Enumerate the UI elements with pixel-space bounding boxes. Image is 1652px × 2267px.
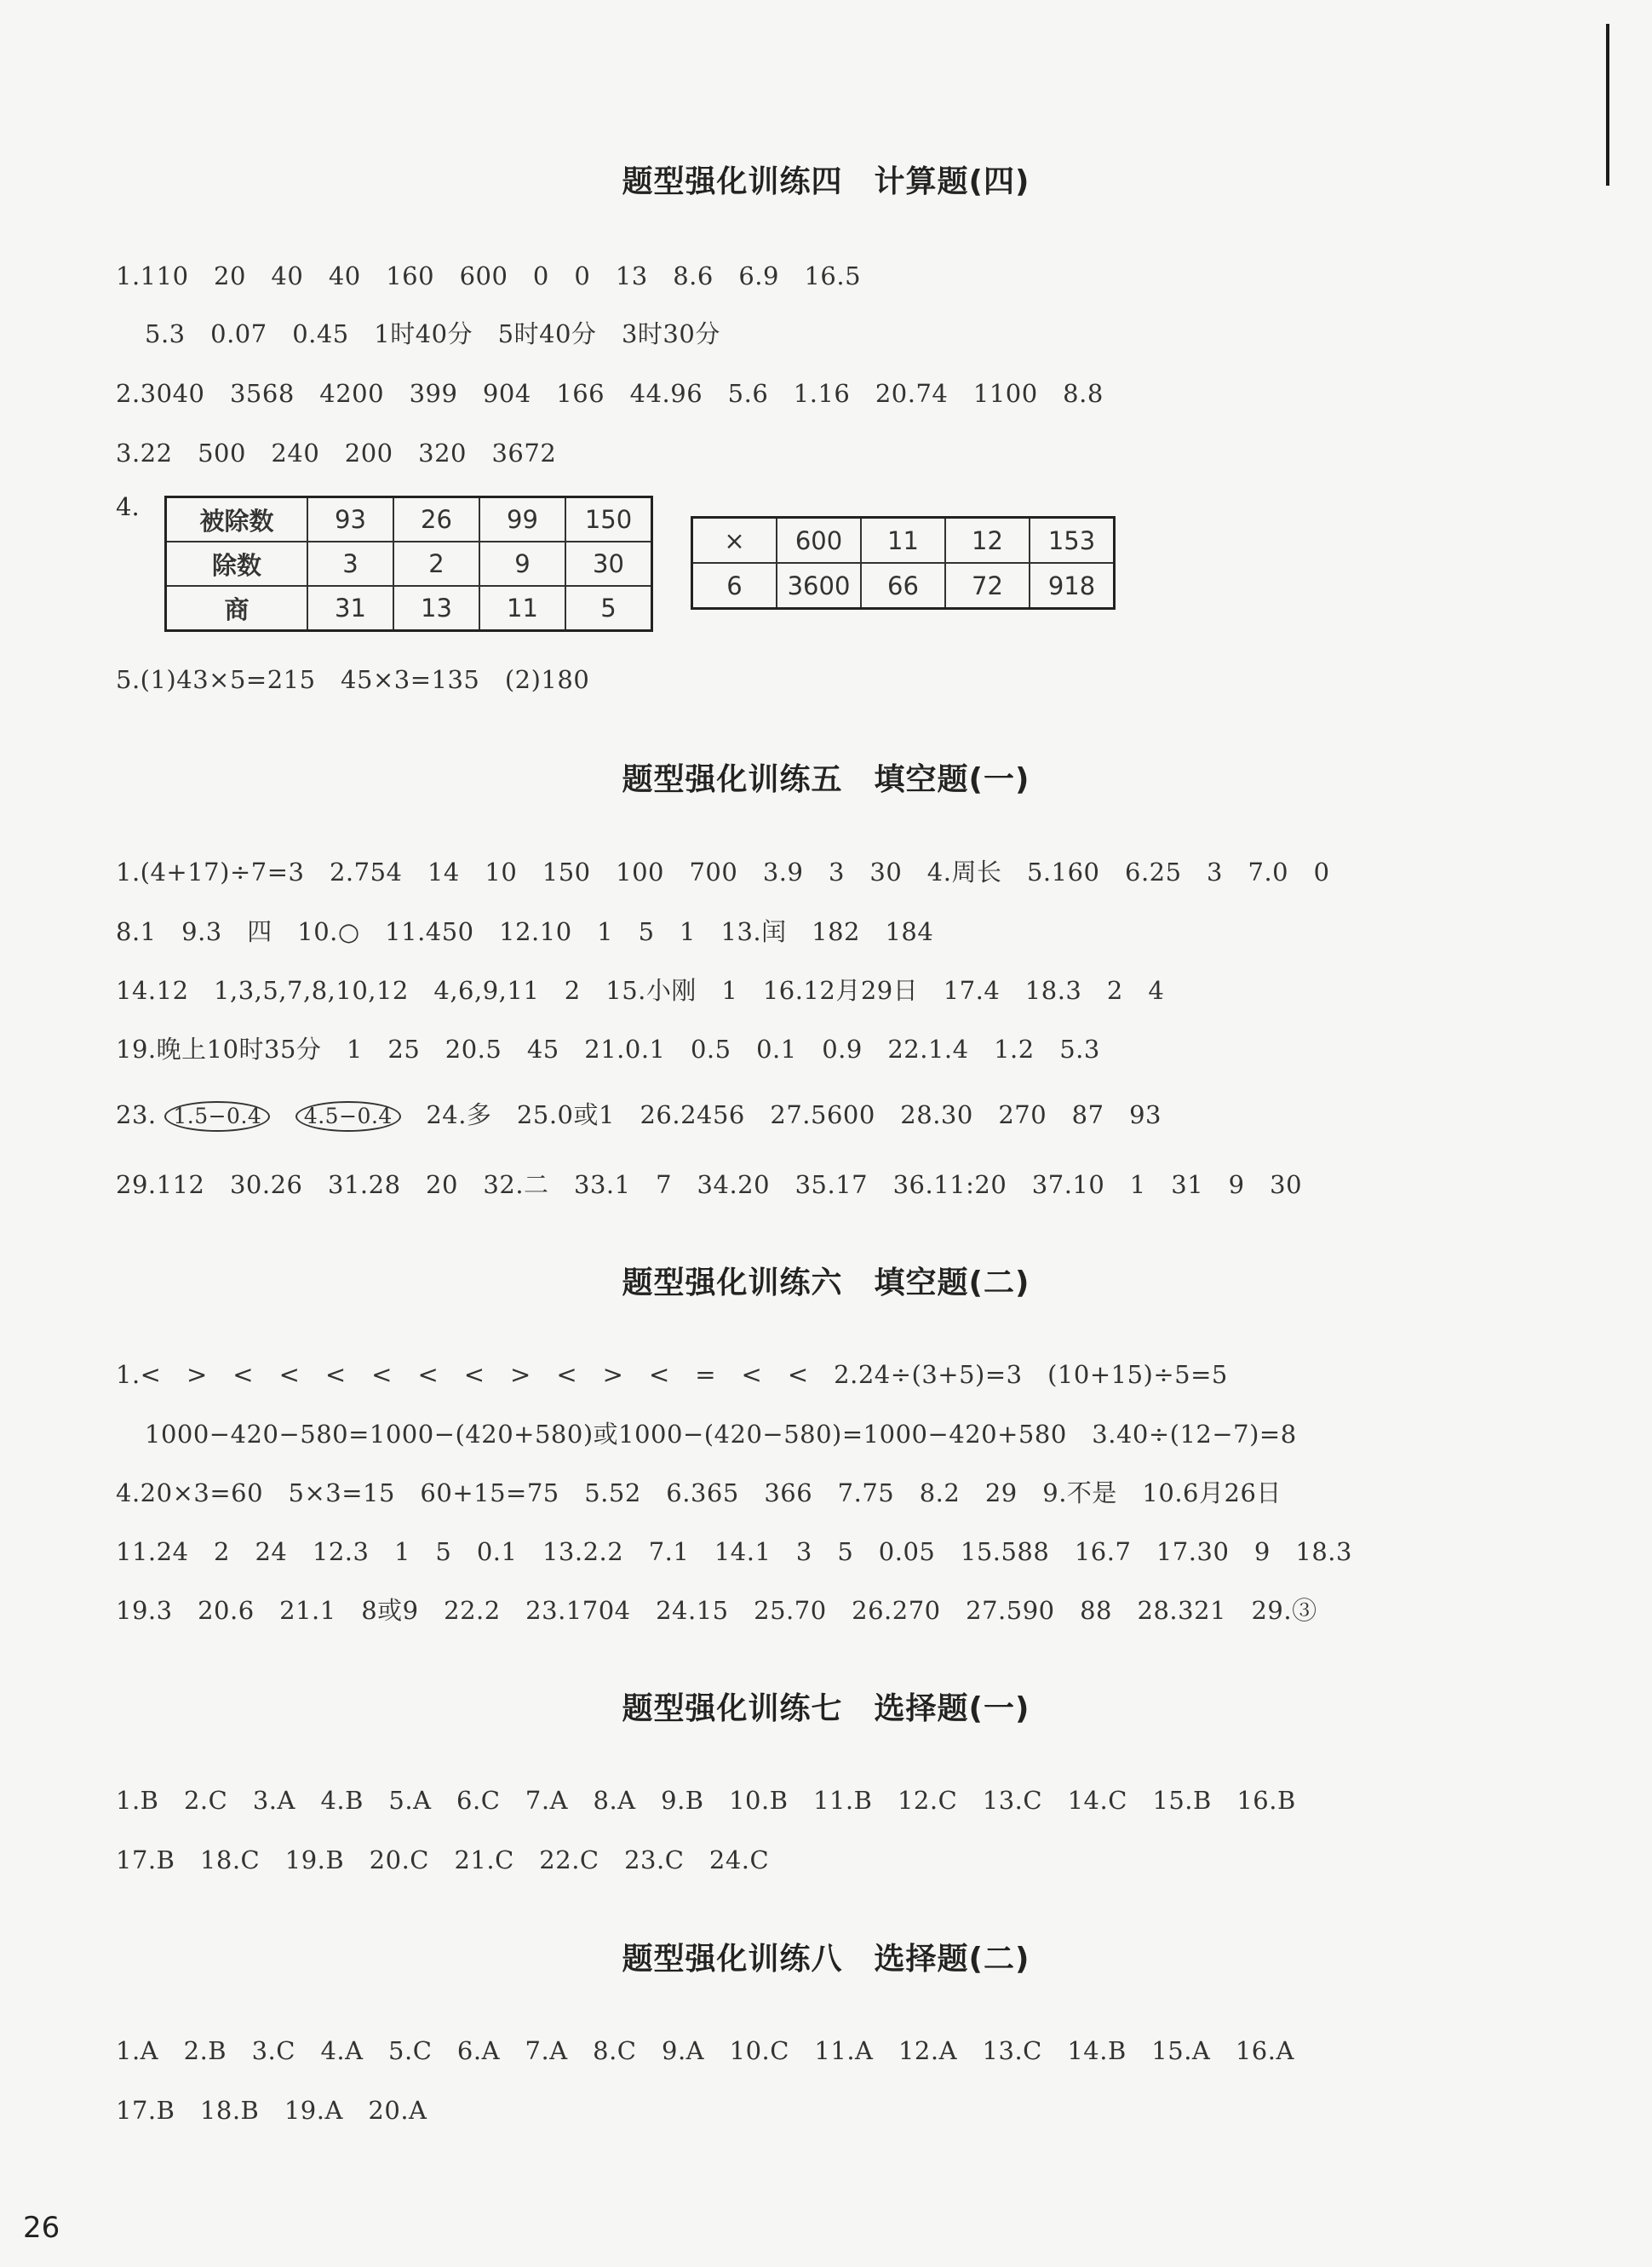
table-cell: 11 [861,518,945,564]
table-row [692,563,1115,609]
question-number: 23. [116,1100,157,1129]
table-cell: 12 [945,518,1030,564]
answer-line [116,1096,1162,1132]
answer-line: 1.< > < < < < < < > < > < = < < 2.24÷(3+5)=3 (10+15)÷5=5 [116,1360,1228,1389]
table-header-cell: 被除数 [166,497,308,542]
section-title-7: 题型强化训练七 选择题(一) [622,1691,1030,1726]
answer-line: 1000−420−580=1000−(420+580)或1000−(420−580)=1000−420+580 3.40÷(12−7)=8 [145,1420,1297,1449]
table-cell: 3 [307,542,393,586]
question-number: 4. [116,492,140,521]
section-title-5: 题型强化训练五 填空题(一) [622,762,1030,797]
section-title-6: 题型强化训练六 填空题(二) [622,1266,1030,1300]
table-cell: 93 [307,497,393,542]
table-header-cell: 除数 [166,542,308,586]
answer-line: 17.B 18.B 19.A 20.A [116,2096,427,2125]
table-cell: 26 [393,497,479,542]
table-cell: 150 [565,497,652,542]
table-cell: 918 [1030,563,1115,609]
answer-line: 1.A 2.B 3.C 4.A 5.C 6.A 7.A 8.C 9.A 10.C 11.A 12.A 13.C 14.B 15.A 16.A [116,2036,1294,2065]
table-cell: 2 [393,542,479,586]
table-header-cell: 6 [692,563,777,609]
answer-line: 1.(4+17)÷7=3 2.754 14 10 150 100 700 3.9 3 30 4.周长 5.160 6.25 3 7.0 0 [116,858,1330,887]
answer-line: 19.3 20.6 21.1 8或9 22.2 23.1704 24.15 25.70 26.270 27.590 88 28.321 29.③ [116,1596,1317,1625]
answer-line: 17.B 18.C 19.B 20.C 21.C 22.C 23.C 24.C [116,1845,770,1874]
answer-line: 5.3 0.07 0.45 1时40分 5时40分 3时30分 [145,319,720,348]
circled-answer: 1.5−0.4 [164,1101,270,1132]
table-cell: 5 [565,586,652,631]
table-cell: 31 [307,586,393,631]
answer-line: 3.22 500 240 200 320 3672 [116,439,557,468]
table-cell: 9 [479,542,565,586]
answer-line: 1.110 20 40 40 160 600 0 0 13 8.6 6.9 16.5 [116,261,862,290]
answer-line: 5.(1)43×5=215 45×3=135 (2)180 [116,665,590,694]
table-cell: 66 [861,563,945,609]
table-cell: 13 [393,586,479,631]
answer-line: 29.112 30.26 31.28 20 32.二 33.1 7 34.20 35.17 36.11:20 37.10 1 31 9 30 [116,1170,1303,1199]
multiplication-table [691,516,1116,610]
page-number: 26 [23,2211,60,2245]
answer-line: 2.3040 3568 4200 399 904 166 44.96 5.6 1.16 20.74 1100 8.8 [116,379,1104,408]
section-title-4: 题型强化训练四 计算题(四) [622,164,1030,199]
table-cell: 11 [479,586,565,631]
table-cell: 3600 [777,563,861,609]
table-cell: 600 [777,518,861,564]
answer-text: 24.多 25.0或1 26.2456 27.5600 28.30 270 87 93 [426,1100,1162,1129]
answer-line: 19.晚上10时35分 1 25 20.5 45 21.0.1 0.5 0.1 0.9 22.1.4 1.2 5.3 [116,1035,1100,1064]
table-cell: 30 [565,542,652,586]
table-row [166,542,652,586]
answer-line: 4.20×3=60 5×3=15 60+15=75 5.52 6.365 366 7.75 8.2 29 9.不是 10.6月26日 [116,1478,1282,1507]
table-header-cell: × [692,518,777,564]
table-row [692,518,1115,564]
section-title-8: 题型强化训练八 选择题(二) [622,1942,1030,1977]
answer-line: 8.1 9.3 四 10.○ 11.450 12.10 1 5 1 13.闰 182 184 [116,917,934,946]
table-header-cell: 商 [166,586,308,631]
table-row [166,586,652,631]
table-row [166,497,652,542]
answer-line: 1.B 2.C 3.A 4.B 5.A 6.C 7.A 8.A 9.B 10.B 11.B 12.C 13.C 14.C 15.B 16.B [116,1786,1296,1815]
answer-line: 11.24 2 24 12.3 1 5 0.1 13.2.2 7.1 14.1 3 5 0.05 15.588 16.7 17.30 9 18.3 [116,1537,1352,1566]
table-cell: 153 [1030,518,1115,564]
table-cell: 99 [479,497,565,542]
division-table [164,496,653,632]
answer-line: 14.12 1,3,5,7,8,10,12 4,6,9,11 2 15.小刚 1 16.12月29日 17.4 18.3 2 4 [116,976,1165,1005]
circled-answer: 4.5−0.4 [295,1101,401,1132]
table-cell: 72 [945,563,1030,609]
